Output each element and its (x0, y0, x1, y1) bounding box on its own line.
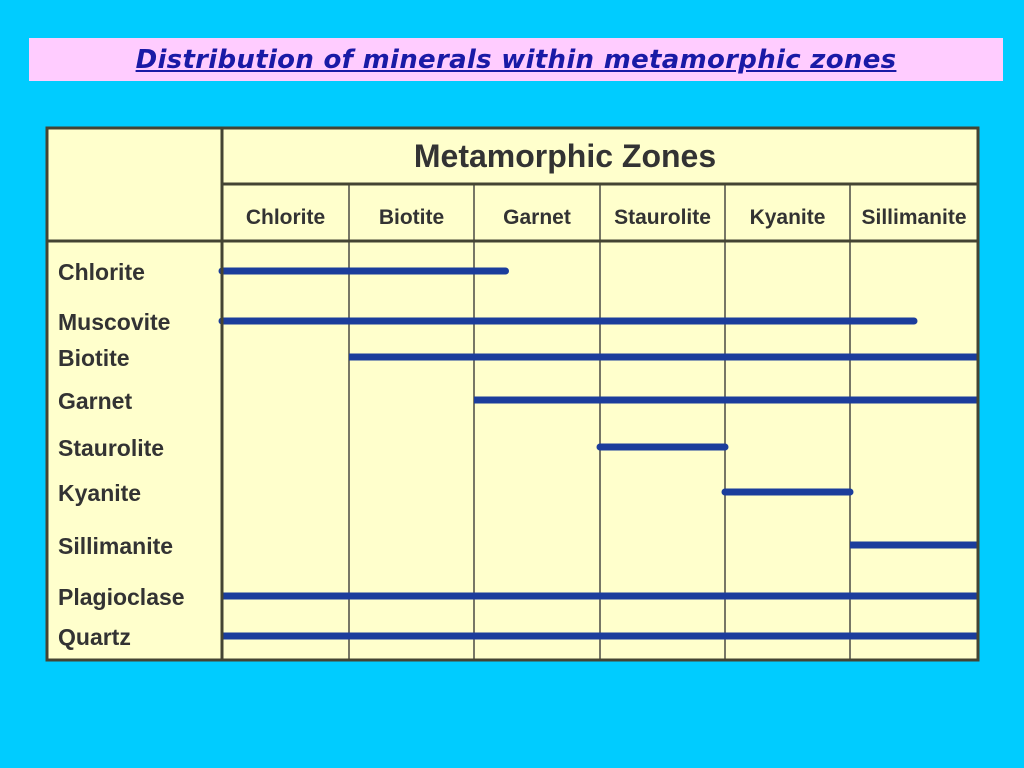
mineral-label-sillimanite: Sillimanite (58, 533, 174, 559)
zone-header-staurolite: Staurolite (614, 206, 711, 229)
zone-header-chlorite: Chlorite (245, 206, 326, 229)
mineral-label-kyanite: Kyanite (58, 480, 142, 506)
mineral-label-quartz: Quartz (58, 624, 131, 650)
zones-heading: Metamorphic Zones (413, 138, 717, 174)
mineral-label-garnet: Garnet (58, 388, 133, 414)
mineral-label-muscovite: Muscovite (58, 309, 171, 335)
mineral-label-staurolite: Staurolite (58, 435, 165, 461)
mineral-label-plagioclase: Plagioclase (58, 584, 185, 610)
mineral-label-biotite: Biotite (58, 345, 130, 371)
mineral-label-chlorite: Chlorite (58, 259, 145, 285)
zone-header-sillimanite: Sillimanite (861, 206, 967, 229)
page-title: Distribution of minerals within metamorphic zones (135, 44, 897, 75)
zone-header-garnet: Garnet (503, 206, 571, 229)
zone-header-biotite: Biotite (378, 206, 445, 229)
zone-header-kyanite: Kyanite (749, 206, 826, 229)
